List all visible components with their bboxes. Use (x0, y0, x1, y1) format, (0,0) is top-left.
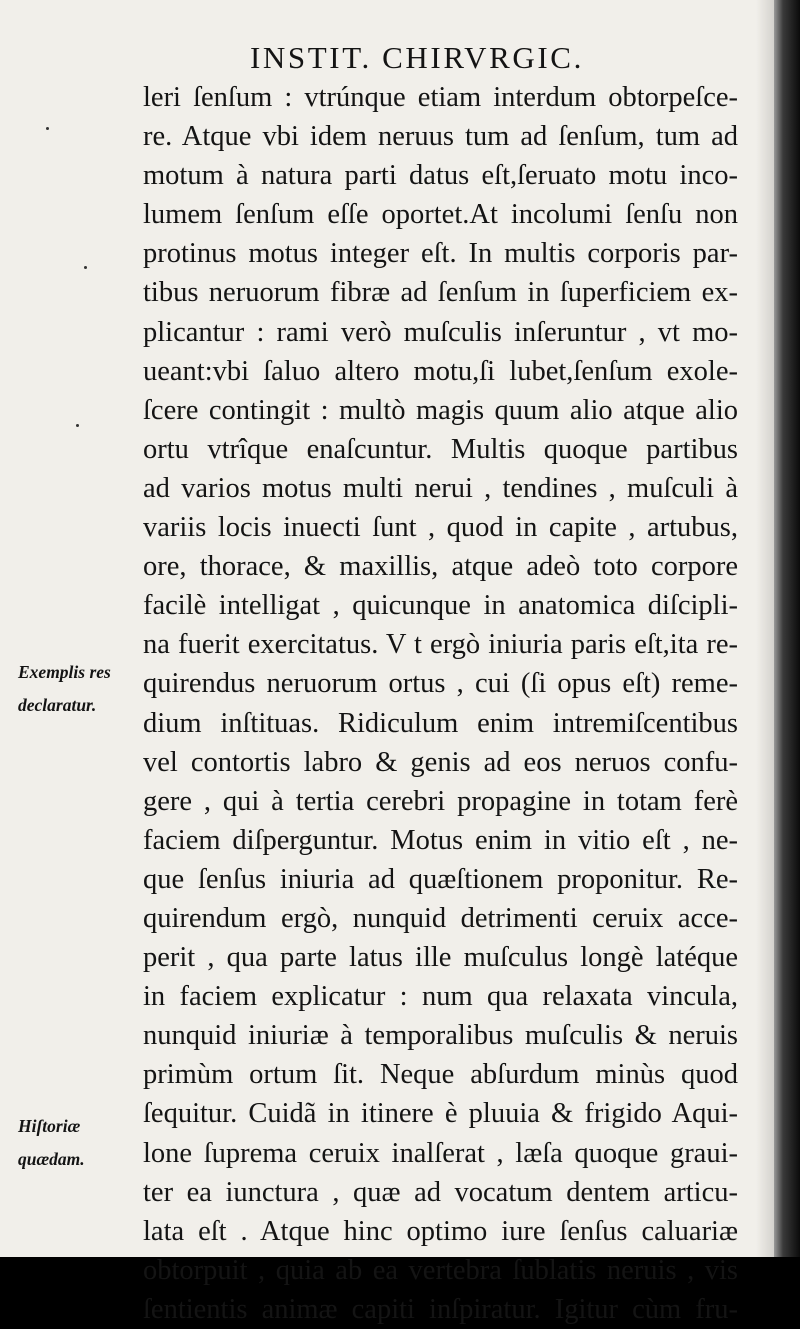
text-line: quirendus neruorum ortus , cui (ſi opus eſt) reme- (143, 668, 738, 700)
ink-speck (84, 266, 87, 269)
marginal-note-line: Hiſtoriæ (18, 1116, 81, 1136)
text-line: in faciem explicatur : num qua relaxata vincula, (143, 981, 738, 1013)
text-line: lone ſuprema ceruix inalſerat , læſa quoque graui- (143, 1137, 738, 1169)
text-line: protinus motus integer eſt. In multis corporis par- (143, 238, 738, 270)
text-line: vel contortis labro & genis ad eos neruos confu- (143, 746, 738, 778)
text-line: ſcere contingit : multò magis quum alio atque alio (143, 394, 738, 426)
text-line: variis locis inuecti ſunt , quod in capite , artubus, (143, 512, 738, 544)
text-line: ter ea iunctura , quæ ad vocatum dentem articu- (143, 1176, 738, 1208)
text-line: ore, thorace, & maxillis, atque adeò toto corpore (143, 551, 738, 583)
text-line: perit , qua parte latus ille muſculus longè latéque (143, 942, 738, 974)
text-line: motum à natura parti datus eſt,ſeruato motu inco- (143, 160, 738, 192)
marginal-note-line: declaratur. (18, 695, 97, 715)
text-line: dium inſtituas. Ridiculum enim intremiſcentibus (143, 707, 738, 739)
text-line: nunquid iniuriæ à temporalibus muſculis & neruis (143, 1020, 738, 1052)
binding-shadow (756, 0, 774, 1257)
text-line: gere , qui à tertia cerebri propagine in totam ferè (143, 785, 738, 817)
text-line: lata eſt . Atque hinc optimo iure ſenſus caluariæ (143, 1215, 738, 1247)
text-line: facilè intelligat , quicunque in anatomica diſcipli- (143, 590, 738, 622)
text-line: ad varios motus multi nerui , tendines , muſculi à (143, 472, 738, 504)
text-line: primùm ortum ſit. Neque abſurdum minùs quod (143, 1059, 738, 1091)
text-line: obtorpuit , quia ab ea vertebra ſublatis neruis , vis (143, 1254, 738, 1286)
text-line: faciem diſperguntur. Motus enim in vitio eſt , ne- (143, 824, 738, 856)
ink-speck (46, 127, 49, 130)
text-line: re. Atque vbi idem neruus tum ad ſenſum, tum ad (143, 121, 738, 153)
marginal-note (18, 656, 136, 722)
marginal-note-line: Exemplis res (18, 662, 111, 682)
text-line: leri ſenſum : vtrúnque etiam interdum obtorpeſce- (143, 82, 738, 113)
text-line: plicantur : rami verò muſculis inſeruntur , vt mo- (143, 316, 738, 348)
text-line: ſentientis animæ capiti inſpiratur. Igitur cùm fru- (143, 1293, 738, 1325)
text-line: ueant:vbi ſaluo altero motu,ſi lubet,ſenſum exole- (143, 355, 738, 387)
text-line: na fuerit exercitatus. V t ergò iniuria paris eſt,ita re- (143, 629, 738, 661)
text-line: ſequitur. Cuidã in itinere è pluuia & frigido Aqui- (143, 1098, 738, 1130)
text-line: tibus neruorum fibræ ad ſenſum in ſuperficiem ex- (143, 277, 738, 309)
page-edge (774, 0, 800, 1257)
running-head: INSTIT. CHIRVRGIC. (250, 40, 584, 75)
text-line: quirendum ergò, nunquid detrimenti ceruix acce- (143, 902, 738, 934)
ink-speck (76, 424, 79, 427)
body-text (143, 78, 738, 1329)
marginal-note (18, 1110, 136, 1176)
marginal-note-line: quædam. (18, 1149, 85, 1169)
text-line: ortu vtrîque enaſcuntur. Multis quoque partibus (143, 433, 738, 465)
text-line: lumem ſenſum eſſe oportet.At incolumi ſenſu non (143, 199, 738, 231)
text-line: que ſenſus iniuria ad quæſtionem proponitur. Re- (143, 863, 738, 895)
